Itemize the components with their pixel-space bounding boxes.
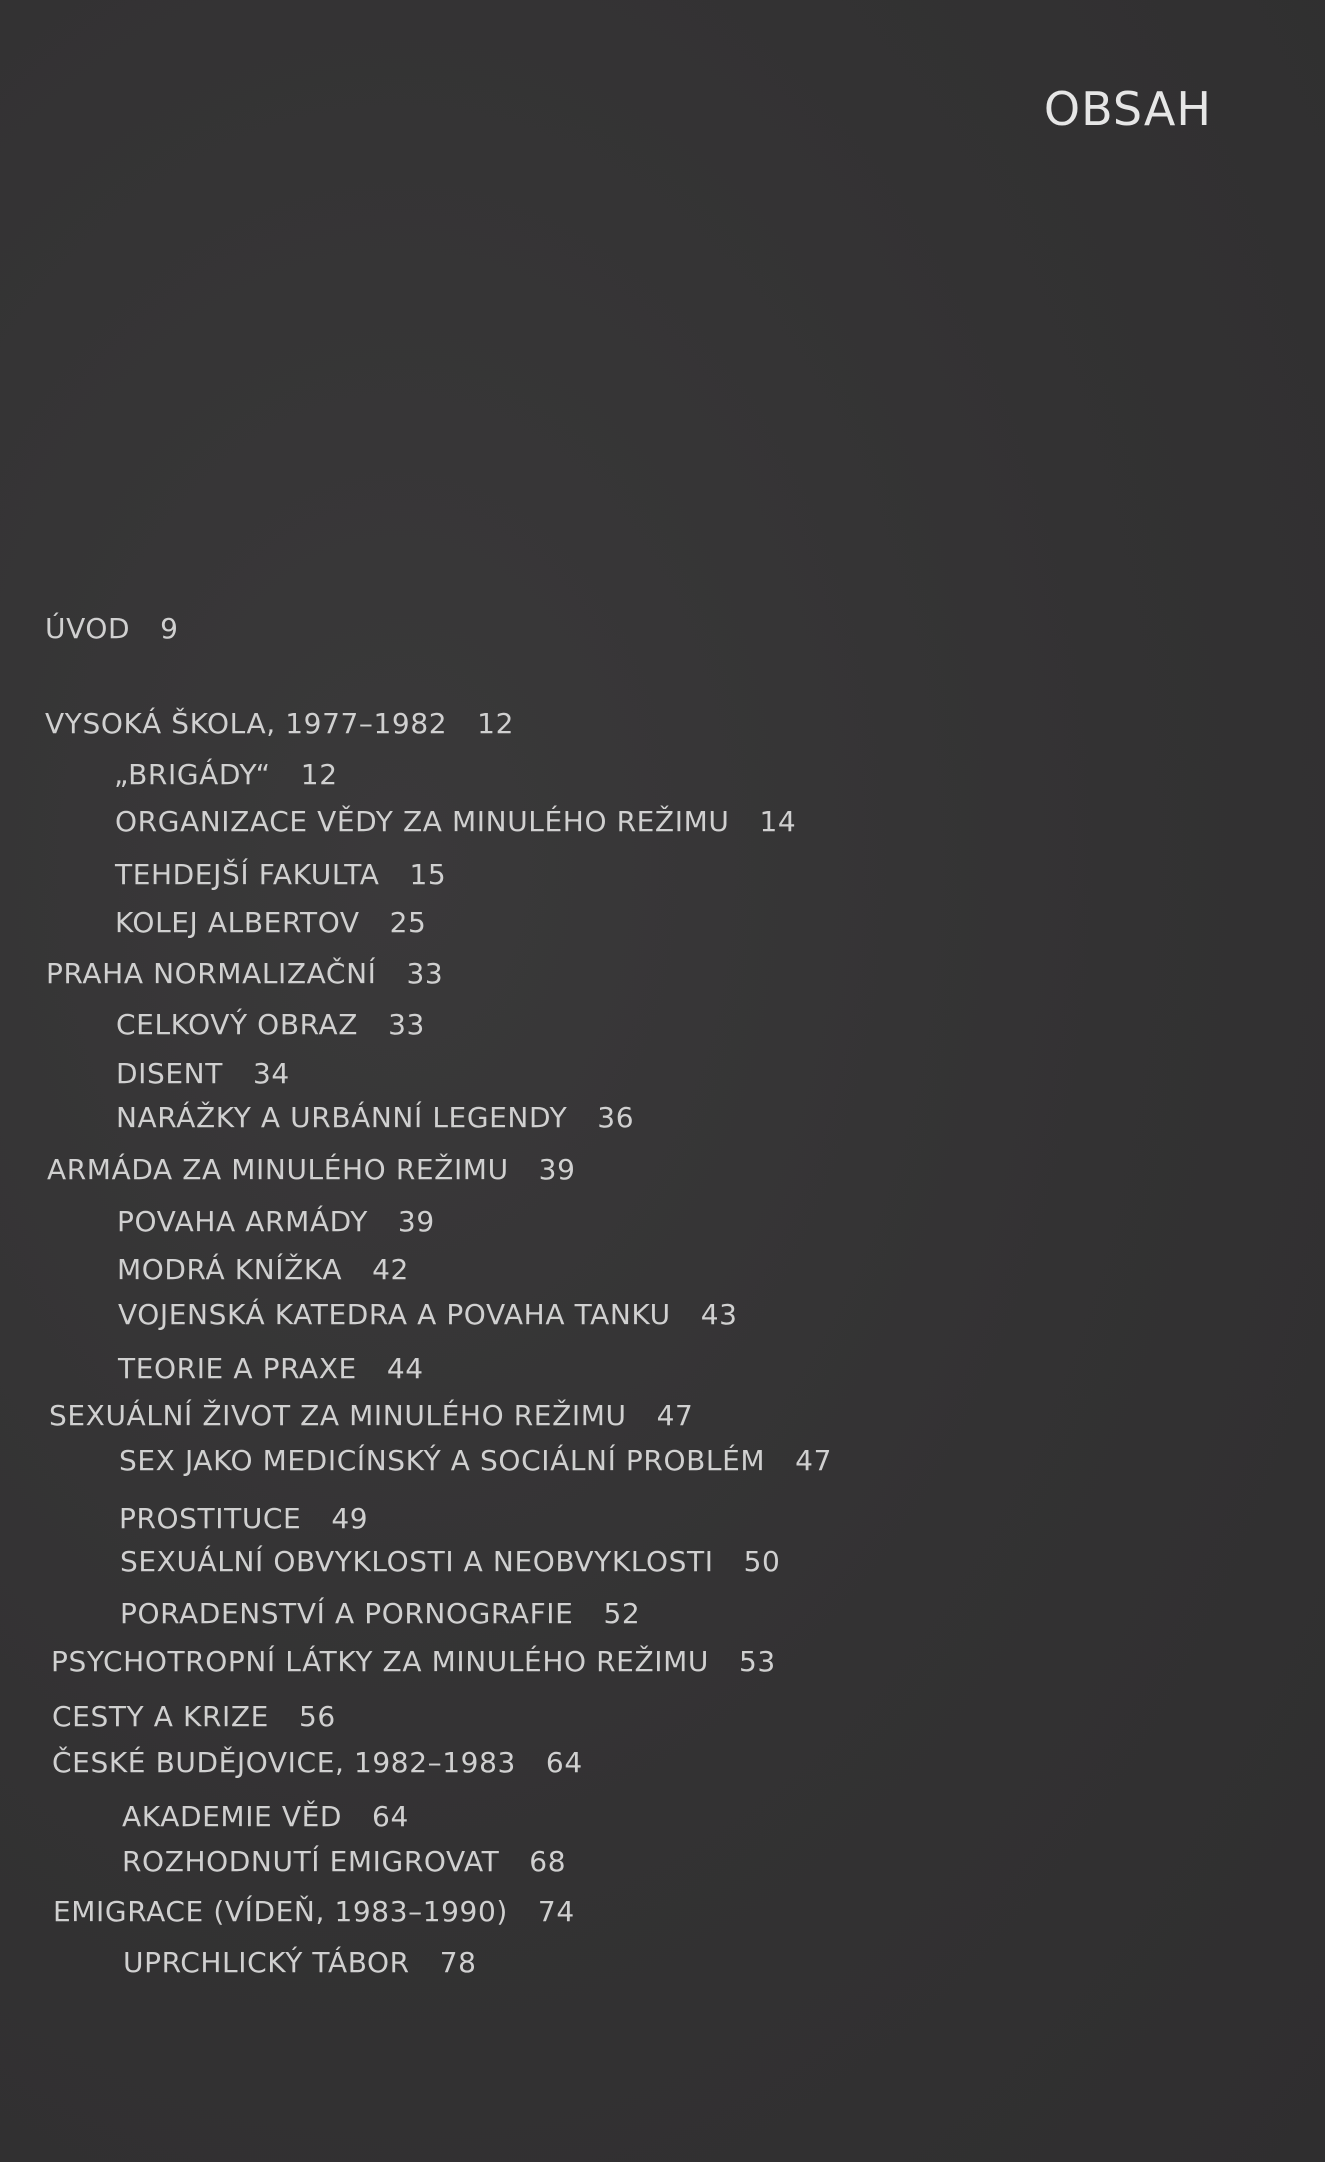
toc-entry-title: VYSOKÁ ŠKOLA, 1977–1982 <box>45 707 448 740</box>
toc-entry-title: ÚVOD <box>45 612 131 645</box>
toc-entry-page: 25 <box>389 906 427 939</box>
toc-entry <box>46 957 443 990</box>
toc-entry-title: PROSTITUCE <box>119 1502 302 1535</box>
toc-entry-title: PSYCHOTROPNÍ LÁTKY ZA MINULÉHO REŽIMU <box>51 1645 709 1678</box>
toc-entry-page: 50 <box>743 1545 781 1578</box>
toc-entry-title: EMIGRACE (VÍDEŇ, 1983–1990) <box>53 1895 508 1928</box>
toc-entry-page: 33 <box>388 1008 425 1041</box>
toc-entry-page: 53 <box>738 1645 776 1678</box>
toc-subentry <box>115 858 446 891</box>
toc-subentry <box>119 1502 368 1535</box>
toc-subentry <box>123 1946 477 1979</box>
toc-subentry <box>116 1008 425 1041</box>
toc-entry-title: CELKOVÝ OBRAZ <box>116 1008 359 1041</box>
toc-subentry <box>115 805 796 838</box>
toc-entry-title: PORADENSTVÍ A PORNOGRAFIE <box>120 1597 574 1630</box>
toc-entry-title: SEXUÁLNÍ ŽIVOT ZA MINULÉHO REŽIMU <box>49 1399 627 1432</box>
toc-entry-title: SEXUÁLNÍ OBVYKLOSTI A NEOBVYKLOSTI <box>120 1545 714 1578</box>
toc-entry-title: MODRÁ KNÍŽKA <box>117 1253 343 1286</box>
toc-entry-page: 36 <box>597 1101 635 1134</box>
toc-entry-title: AKADEMIE VĚD <box>122 1800 343 1833</box>
toc-entry-title: SEX JAKO MEDICÍNSKÝ A SOCIÁLNÍ PROBLÉM <box>119 1444 766 1477</box>
toc-subentry <box>117 1253 409 1286</box>
toc-entry <box>52 1746 583 1779</box>
toc-entry-page: 44 <box>386 1352 424 1385</box>
toc-entry-title: TEORIE A PRAXE <box>118 1352 357 1385</box>
toc-subentry <box>116 1057 290 1090</box>
toc-subentry <box>117 1205 435 1238</box>
toc-entry-title: KOLEJ ALBERTOV <box>115 906 360 939</box>
toc-entry-page: 12 <box>477 707 514 740</box>
toc-entry-title: ARMÁDA ZA MINULÉHO REŽIMU <box>47 1153 509 1186</box>
page-title: OBSAH <box>1043 82 1212 136</box>
toc-subentry <box>118 1298 738 1331</box>
toc-entry-title: VOJENSKÁ KATEDRA A POVAHA TANKU <box>118 1298 671 1331</box>
toc-entry <box>47 1153 576 1186</box>
toc-subentry <box>114 758 338 791</box>
toc-entry-page: 43 <box>700 1298 738 1331</box>
toc-entry-page: 64 <box>372 1800 409 1833</box>
toc-entry-title: „BRIGÁDY“ <box>114 758 271 791</box>
toc-subentry <box>118 1352 424 1385</box>
toc-subentry <box>115 906 426 939</box>
toc-entry-title: DISENT <box>116 1057 223 1090</box>
toc-entry-title: ROZHODNUTÍ EMIGROVAT <box>122 1845 500 1878</box>
toc-subentry <box>120 1597 640 1630</box>
toc-subentry <box>122 1845 566 1878</box>
toc-entry-page: 78 <box>439 1946 477 1979</box>
toc-subentry <box>116 1101 634 1134</box>
toc-entry-page: 33 <box>406 957 444 990</box>
toc-entry <box>51 1645 776 1678</box>
toc-entry-page: 15 <box>409 858 447 891</box>
toc-entry <box>49 1399 693 1432</box>
toc-entry <box>52 1700 336 1733</box>
toc-entry-page: 12 <box>300 758 338 791</box>
toc-entry-title: CESTY A KRIZE <box>52 1700 269 1733</box>
toc-entry-page: 39 <box>538 1153 576 1186</box>
toc-subentry <box>119 1444 832 1477</box>
toc-entry-page: 9 <box>160 612 179 645</box>
toc-entry-page: 74 <box>537 1895 575 1928</box>
toc-entry-page: 14 <box>759 805 797 838</box>
toc-entry-title: NARÁŽKY A URBÁNNÍ LEGENDY <box>116 1101 568 1134</box>
toc-entry-page: 68 <box>529 1845 567 1878</box>
toc-entry-page: 47 <box>656 1399 694 1432</box>
toc-entry <box>45 612 179 645</box>
toc-entry-page: 42 <box>372 1253 409 1286</box>
toc-entry-page: 49 <box>331 1502 369 1535</box>
toc-entry-title: ČESKÉ BUDĚJOVICE, 1982–1983 <box>52 1746 516 1779</box>
toc-entry-page: 56 <box>298 1700 336 1733</box>
toc-entry-title: POVAHA ARMÁDY <box>117 1205 368 1238</box>
toc-entry <box>45 707 514 740</box>
toc-entry-title: ORGANIZACE VĚDY ZA MINULÉHO REŽIMU <box>115 805 730 838</box>
toc-entry-page: 39 <box>397 1205 435 1238</box>
toc-entry-page: 64 <box>545 1746 583 1779</box>
toc-entry <box>53 1895 575 1928</box>
toc-entry-page: 52 <box>603 1597 641 1630</box>
toc-subentry <box>122 1800 409 1833</box>
toc-entry-page: 34 <box>252 1057 290 1090</box>
toc-subentry <box>120 1545 780 1578</box>
toc-entry-title: PRAHA NORMALIZAČNÍ <box>46 957 377 990</box>
toc-entry-page: 47 <box>795 1444 833 1477</box>
toc-entry-title: TEHDEJŠÍ FAKULTA <box>115 858 380 891</box>
toc-entry-title: UPRCHLICKÝ TÁBOR <box>123 1946 410 1979</box>
